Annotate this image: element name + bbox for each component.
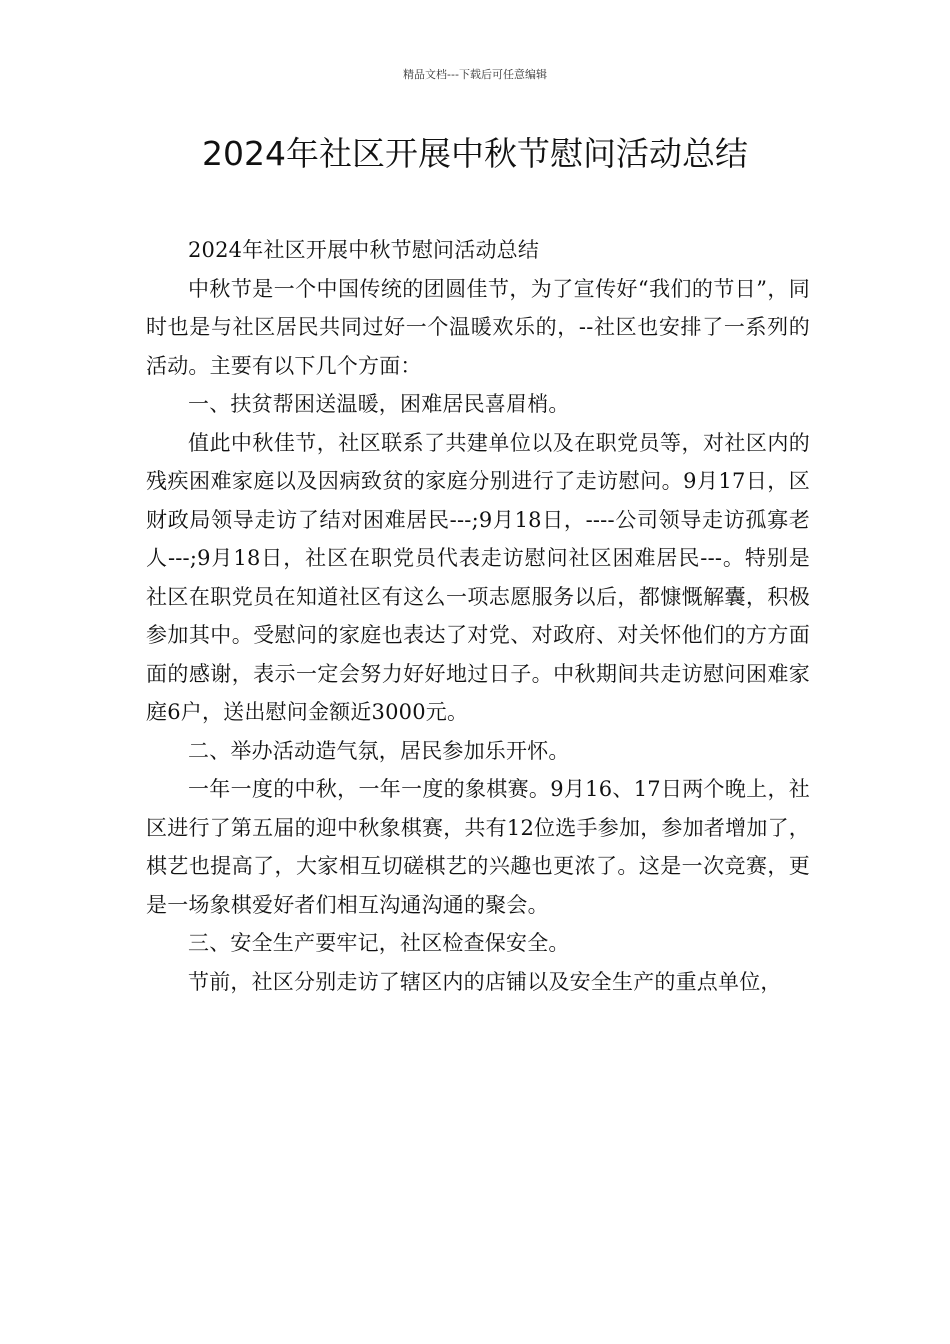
paragraph-section-1: 值此中秋佳节，社区联系了共建单位以及在职党员等，对社区内的残疾困难家庭以及因病致贫的家庭分别进行了走访慰问。9月17日，区财政局领导走访了结对困难居民---;9月18日，----公司领导走访孤寡老人---;9月18日，社区在职党员代表走访慰问社区困难居民---。特别是社区在职党员在知道社区有这么一项志愿服务以后，都慷慨解囊，积极参加其中。受慰问的家庭也表达了对党、对政府、对关怀他们的方方面面的感谢，表示一定会努力好好地过日子。中秋期间共走访慰问困难家庭6户，送出慰问金额近3000元。 [146,430,810,724]
section-heading-3: 三、安全生产要牢记，社区检查保安全。 [188,931,570,955]
paragraph-section-2: 一年一度的中秋，一年一度的象棋赛。9月16、17日两个晚上，社区进行了第五届的迎中秋象棋赛，共有12位选手参加，参加者增加了，棋艺也提高了，大家相互切磋棋艺的兴趣也更浓了。这是一次竞赛，更是一场象棋爱好者们相互沟通沟通的聚会。 [146,777,810,917]
paragraph-intro: 中秋节是一个中国传统的团圆佳节，为了宣传好“我们的节日”，同时也是与社区居民共同过好一个温暖欢乐的，--社区也安排了一系列的活动。主要有以下几个方面： [146,276,810,378]
document-title: 2024年社区开展中秋节慰问活动总结 [202,134,748,173]
paragraph-subtitle: 2024年社区开展中秋节慰问活动总结 [188,238,540,262]
header-note: 精品文档---下载后可任意编辑 [403,68,547,81]
section-heading-2: 二、举办活动造气氛，居民参加乐开怀。 [188,738,570,763]
section-heading-1: 一、扶贫帮困送温暖，困难居民喜眉梢。 [188,392,570,416]
paragraph-section-3: 节前，社区分别走访了辖区内的店铺以及安全生产的重点单位， [188,969,782,994]
document-body [146,231,810,1001]
